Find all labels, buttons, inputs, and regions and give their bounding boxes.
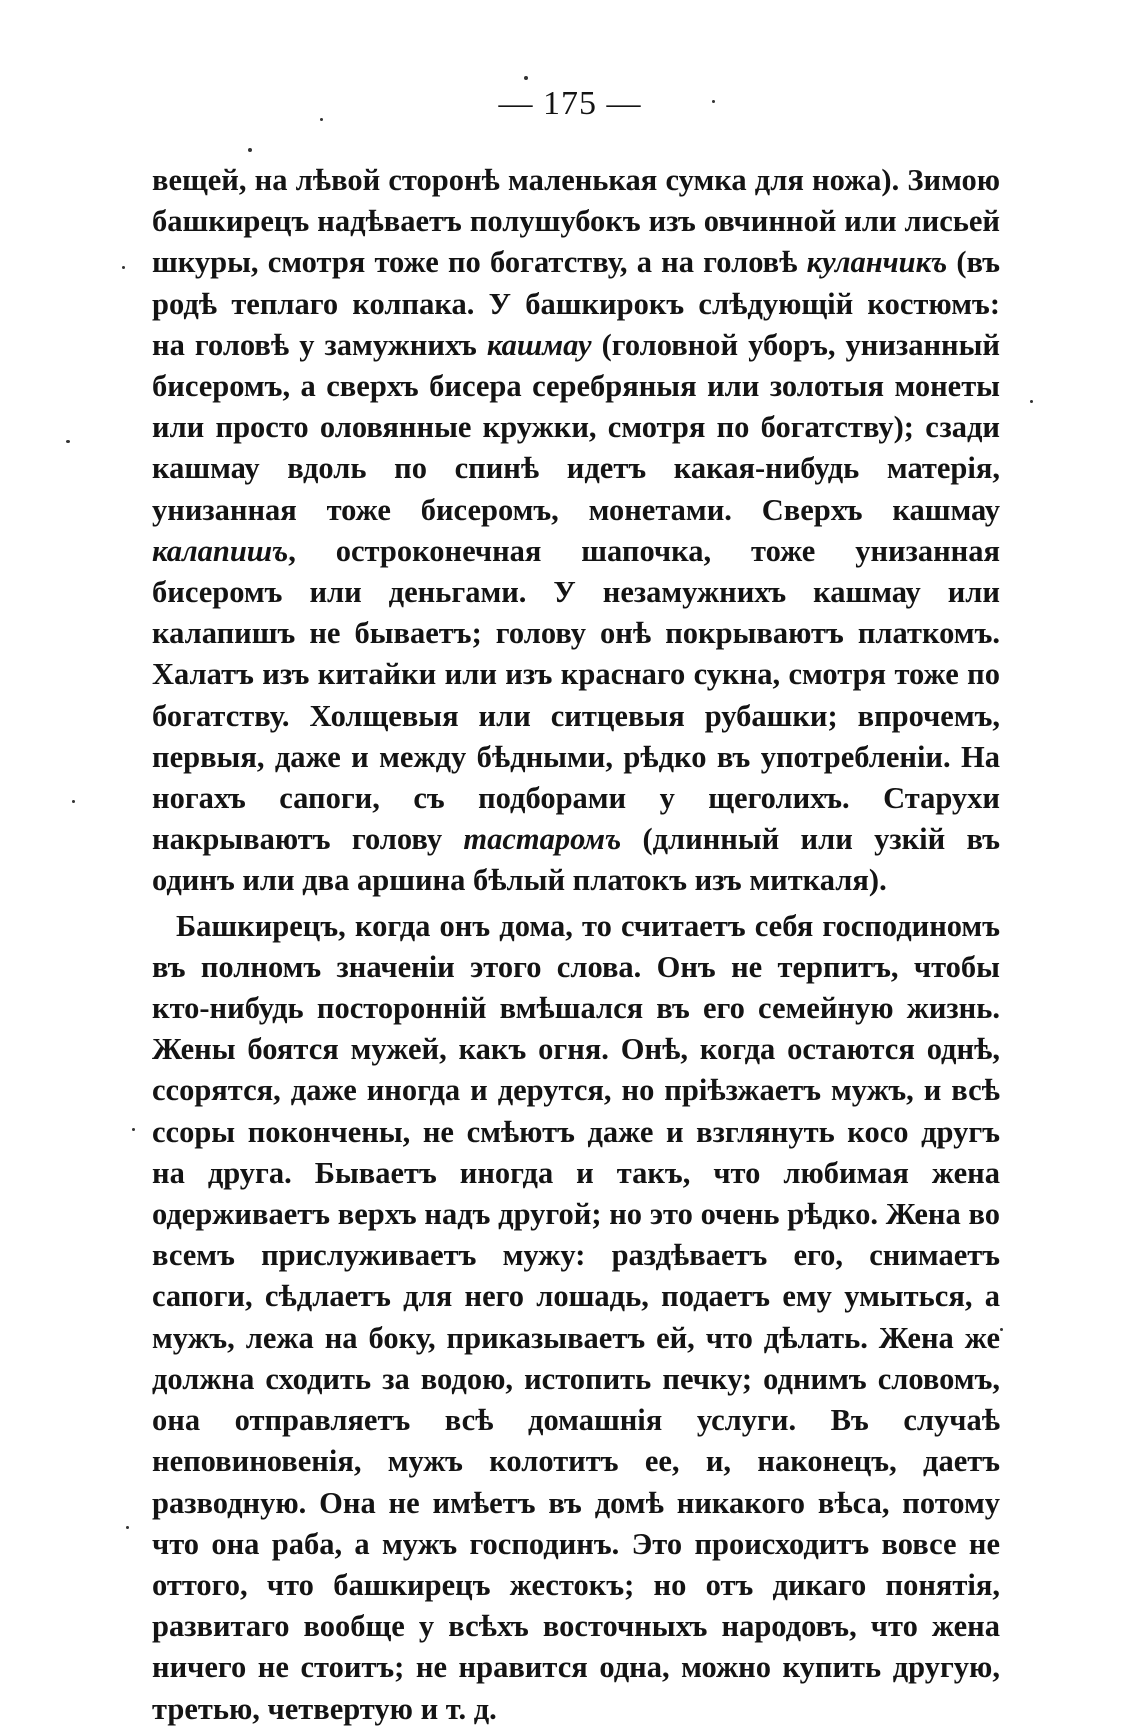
paragraph-2 — [152, 906, 1000, 1730]
italic-term-kulanchik: куланчикъ — [806, 245, 948, 280]
scan-speck — [248, 148, 252, 152]
scan-speck — [524, 76, 528, 80]
italic-term-kashmau: кашмау — [486, 327, 592, 362]
scan-speck — [320, 118, 323, 121]
text-segment: Башкирецъ, когда онъ дома, то считаетъ себя господиномъ въ полномъ значеніи этого слова. Онъ не терпитъ, чтобы кто-нибудь посторонній вмѣшался въ его семейную жизнь. Жены боятся мужей, какъ огня. Онѣ, когда остаются однѣ, ссорятся, даже иногда и дерутся, но пріѣзжаетъ мужъ, и всѣ ссоры покончены, не смѣютъ даже и взглянуть косо другъ на друга. Бываетъ иногда и такъ, что любимая жена одерживаетъ верхъ надъ другой; но это очень рѣдко. Жена во всемъ прислуживаетъ мужу: раздѣваетъ его, снимаетъ сапоги, сѣдлаетъ для него лошадь, подаетъ ему умыться, а мужъ, лежа на боку, приказываетъ ей, что дѣлать. Жена же должна сходить за водою, истопить печку; однимъ словомъ, она отправляетъ всѣ домашнія услуги. Въ случаѣ неповиновенія, мужъ колотитъ ее, и, наконецъ, даетъ разводную. Она не имѣетъ въ домѣ никакого вѣса, потому что она раба, а мужъ господинъ. Это происходитъ вовсе не оттого, что башкирецъ жестокъ; но отъ дикаго понятія, развитаго вообще у всѣхъ восточныхъ народовъ, что жена ничего не стоитъ; не нравится одна, можно купить другую, третью, четвертую и т. д. — [152, 908, 1000, 1726]
text-segment: , остроконечная шапочка, тоже унизанная бисеромъ или деньгами. У незамужнихъ кашмау или калапишъ не бываетъ; голову онѣ покрываютъ платкомъ. Халатъ изъ китайки или изъ краснаго сукна, смотря тоже по богатству. Холщевыя или ситцевыя рубашки; впрочемъ, первыя, даже и между бѣдными, рѣдко въ употребленіи. На ногахъ сапоги, съ подборами у щеголихъ. Старухи накрываютъ голову — [152, 533, 1000, 857]
page-number: — 175 — — [498, 85, 642, 122]
body-text — [152, 160, 1000, 1730]
scan-speck — [126, 1526, 129, 1529]
scan-speck — [122, 266, 125, 269]
scan-speck — [1000, 1328, 1003, 1331]
text-segment: (головной уборъ, унизанный бисеромъ, а сверхъ бисера серебряныя или золотыя монеты или просто оловянные кружки, смотря по богатству); сзади кашмау вдоль по спинѣ идетъ какая-нибудь матерія, унизанная тоже бисеромъ, монетами. Сверхъ кашмау — [152, 327, 1000, 527]
text-segment: (длинный или узкій въ одинъ или два аршина бѣлый платокъ изъ миткаля). — [152, 822, 1000, 898]
scan-speck — [1030, 400, 1033, 403]
text-segment: вещей, на лѣвой сторонѣ маленькая сумка для ножа). Зимою башкирецъ надѣваетъ полушубокъ изъ овчинной или лисьей шкуры, смотря тоже по богатству, а на головѣ — [152, 163, 1000, 280]
italic-term-tastar: тастаромъ — [463, 822, 622, 857]
scan-speck — [66, 440, 70, 443]
scan-speck — [712, 100, 715, 103]
text-segment: (въ родѣ теплаго колпака. У башкирокъ слѣдующій костюмъ: на головѣ у замужнихъ — [152, 245, 1001, 362]
scan-speck — [72, 800, 75, 803]
scan-speck — [132, 1128, 135, 1131]
paragraph-1 — [152, 160, 1000, 902]
italic-term-kalapish: калапишъ — [152, 533, 289, 568]
